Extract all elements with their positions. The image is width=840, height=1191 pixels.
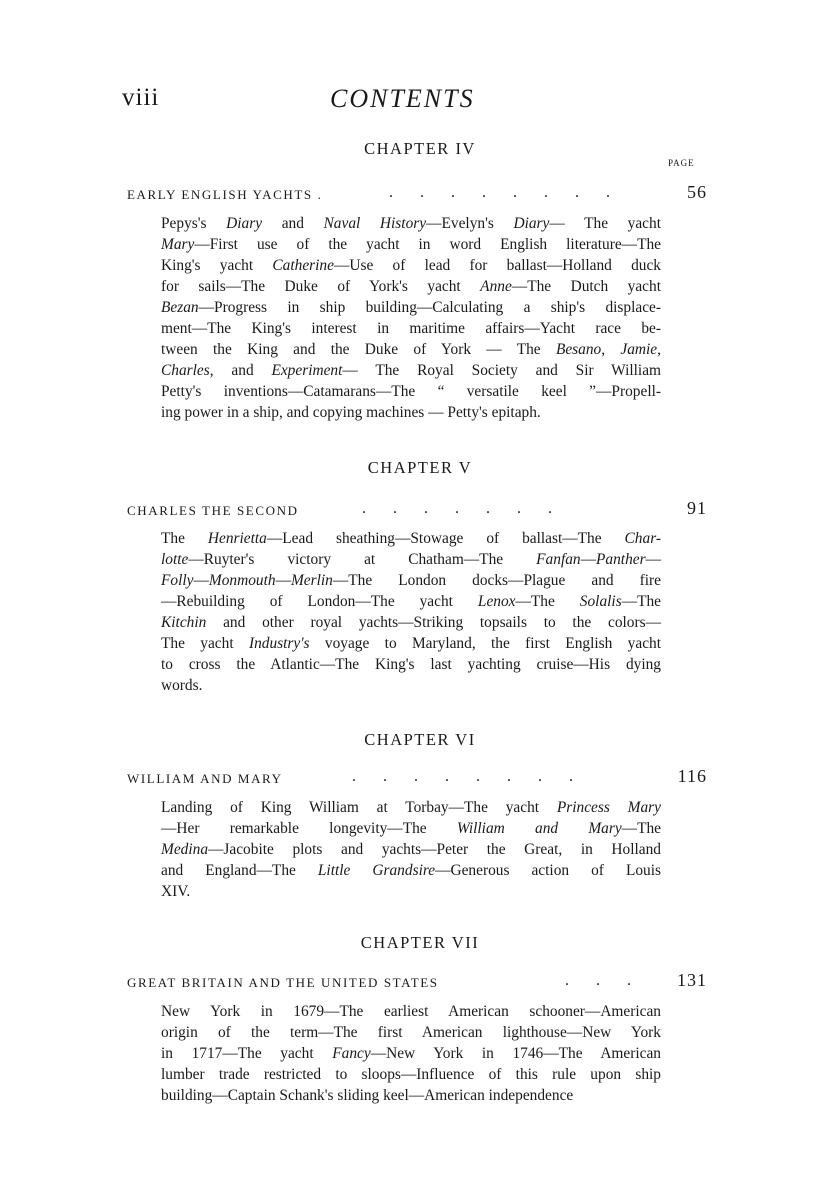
summary-line: words. <box>161 677 203 694</box>
summary-line: for sails—The Duke of York's yacht Anne—The Dutch yacht <box>161 278 661 295</box>
summary-line: ment—The King's interest in maritime affairs—Yacht race be- <box>161 320 661 337</box>
summary-line: —Rebuilding of London—The yacht Lenox—The Solalis—The <box>161 593 662 610</box>
summary-line: New York in 1679—The earliest American schooner—American <box>161 1003 661 1020</box>
toc-entry-page: 56 <box>687 182 707 202</box>
toc-entry-title: GREAT BRITAIN AND THE UNITED STATES <box>127 975 439 990</box>
summary-line: Pepys's Diary and Naval History—Evelyn's Diary— The yacht <box>161 215 661 232</box>
toc-entry-title: CHARLES THE SECOND <box>127 503 299 518</box>
summary-line: Charles, and Experiment— The Royal Society and Sir William <box>161 362 661 379</box>
summary-line: origin of the term—The first American lighthouse—New York <box>161 1024 661 1041</box>
summary-line: ing power in a ship, and copying machines — Petty's epitaph. <box>161 404 541 421</box>
summary-line: —Her remarkable longevity—The William and Mary—The <box>161 820 661 837</box>
summary-line: Bezan—Progress in ship building—Calculating a ship's displace- <box>161 299 661 316</box>
toc-entry <box>127 182 707 206</box>
toc-entry-page: 116 <box>677 766 707 786</box>
summary-line: and England—The Little Grandsire—Generous action of Louis <box>161 862 661 879</box>
summary-line: building—Captain Schank's sliding keel—American independence <box>161 1087 574 1104</box>
summary-line: Folly—Monmouth—Merlin—The London docks—Plague and fire <box>161 572 661 589</box>
toc-entry-title: EARLY ENGLISH YACHTS . <box>127 187 323 202</box>
summary-line: The Henrietta—Lead sheathing—Stowage of ballast—The Char- <box>161 530 662 547</box>
summary-line: to cross the Atlantic—The King's last yachting cruise—His dying <box>161 656 661 673</box>
dot-leader: ....... <box>362 500 579 517</box>
chapter-summary <box>161 1001 661 1106</box>
summary-line: Landing of King William at Torbay—The yacht Princess Mary <box>161 799 661 816</box>
chapter-heading: CHAPTER VII <box>360 933 480 952</box>
summary-line: Kitchin and other royal yachts—Striking topsails to the colors— <box>161 614 661 631</box>
summary-line: lotte—Ruyter's victory at Chatham—The Fanfan—Panther— <box>161 551 661 568</box>
summary-line: tween the King and the Duke of York — The Besano, Jamie, <box>161 341 661 358</box>
chapter-heading: CHAPTER V <box>367 458 473 477</box>
chapter-heading: CHAPTER IV <box>364 139 476 158</box>
dot-leader: ........ <box>389 184 637 201</box>
toc-entry-page: 131 <box>677 970 707 990</box>
chapter-summary <box>161 213 661 423</box>
page-column-label: PAGE <box>668 158 695 168</box>
toc-entry <box>127 498 707 522</box>
summary-line: XIV. <box>161 883 191 900</box>
summary-line: lumber trade restricted to sloops—Influence of this rule upon ship <box>161 1066 661 1083</box>
page-number: viii <box>122 84 160 111</box>
chapter-heading: CHAPTER VI <box>364 730 476 749</box>
summary-line: King's yacht Catherine—Use of lead for ballast—Holland duck <box>161 257 662 274</box>
toc-entry-page: 91 <box>687 498 707 518</box>
chapter-summary <box>161 797 661 902</box>
toc-entry <box>127 970 707 994</box>
summary-line: Medina—Jacobite plots and yachts—Peter the Great, in Holland <box>161 841 661 858</box>
dot-leader: ........ <box>352 768 600 785</box>
toc-entry-title: WILLIAM AND MARY <box>127 771 283 786</box>
running-head: CONTENTS <box>330 84 475 113</box>
dot-leader: ... <box>565 972 658 989</box>
chapter-summary <box>161 528 661 696</box>
toc-entry <box>127 766 707 790</box>
summary-line: Mary—First use of the yacht in word English literature—The <box>161 236 661 253</box>
summary-line: in 1717—The yacht Fancy—New York in 1746—The American <box>161 1045 661 1062</box>
summary-line: The yacht Industry's voyage to Maryland, the first English yacht <box>161 635 662 652</box>
summary-line: Petty's inventions—Catamarans—The “ versatile keel ”—Propell- <box>161 383 661 400</box>
